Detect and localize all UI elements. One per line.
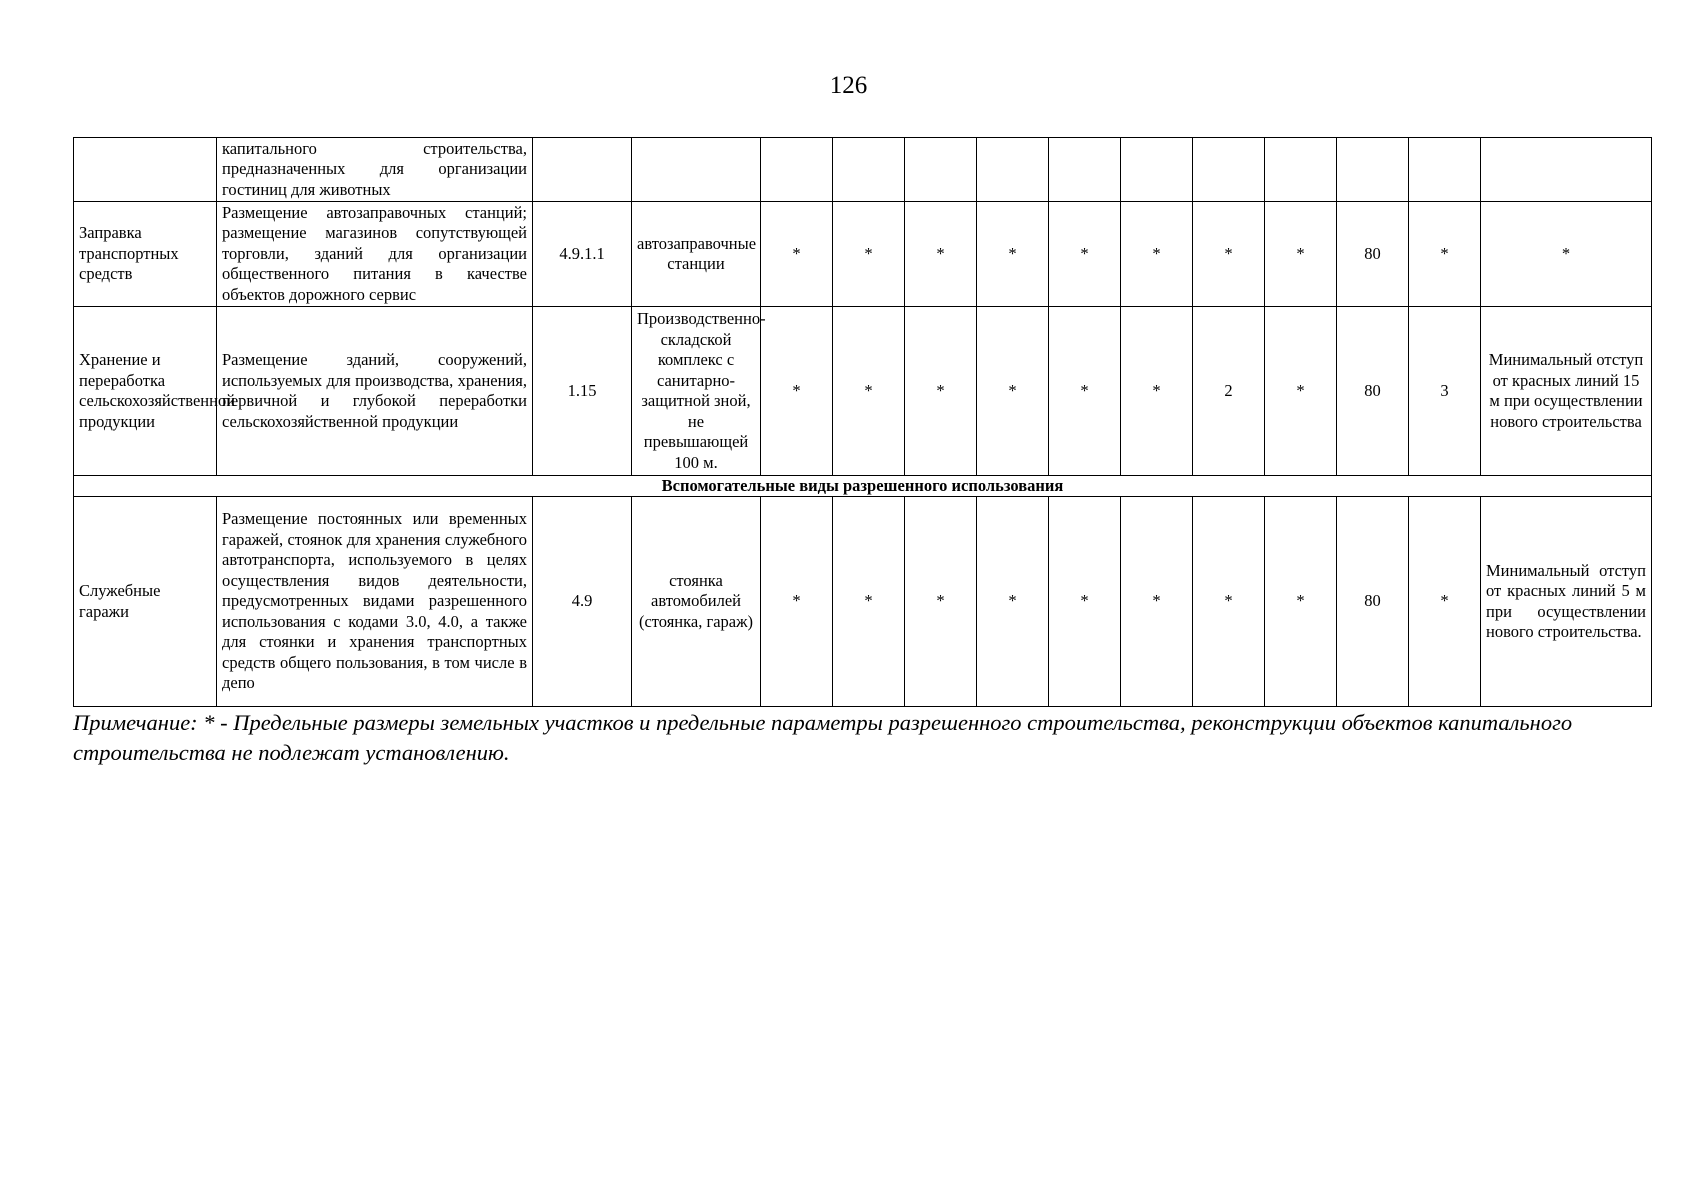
param-cell: * <box>1193 497 1265 707</box>
param-cell: * <box>761 497 833 707</box>
param-cell: 80 <box>1337 307 1409 476</box>
param-cell: * <box>1409 497 1481 707</box>
use-type-description: Размещение зданий, сооружений, используемых для производства, хранения, первичной и глубокой переработки сельскохозяйственной продукции <box>217 307 533 476</box>
param-cell: 2 <box>1193 307 1265 476</box>
section-title: Вспомогательные виды разрешенного использования <box>74 476 1652 497</box>
param-cell: 80 <box>1337 202 1409 307</box>
param-cell: * <box>1121 202 1193 307</box>
param-cell: * <box>1265 497 1337 707</box>
table-row <box>74 202 1652 307</box>
table-row <box>74 307 1652 476</box>
param-cell: * <box>905 307 977 476</box>
param-cell <box>1409 138 1481 202</box>
use-type-description: Размещение постоянных или временных гаражей, стоянок для хранения служебного автотранспорта, используемого в целях осуществления видов деятельности, предусмотренных видами разрешенного использования с кодами 3.0, 4.0, а также для стоянки и хранения транспортных средств общего пользования, в том числе в депо <box>217 497 533 707</box>
note-cell: * <box>1481 202 1652 307</box>
use-type-name: Заправка транспортных средств <box>74 202 217 307</box>
param-cell: * <box>1121 497 1193 707</box>
object-type: автозаправочные станции <box>632 202 761 307</box>
param-cell <box>1265 138 1337 202</box>
param-cell: * <box>1049 202 1121 307</box>
param-cell: * <box>977 497 1049 707</box>
use-type-description: Размещение автозаправочных станций; размещение магазинов сопутствующей торговли, зданий для организации общественного питания в качестве объектов дорожного сервис <box>217 202 533 307</box>
object-type: стоянка автомобилей (стоянка, гараж) <box>632 497 761 707</box>
param-cell <box>833 138 905 202</box>
param-cell: * <box>1121 307 1193 476</box>
table-row <box>74 138 1652 202</box>
param-cell: * <box>833 497 905 707</box>
use-type-name: Хранение и переработка сельскохозяйственной продукции <box>74 307 217 476</box>
use-type-code: 4.9 <box>533 497 632 707</box>
use-type-name <box>74 138 217 202</box>
param-cell: 80 <box>1337 497 1409 707</box>
table-row <box>74 497 1652 707</box>
param-cell <box>977 138 1049 202</box>
note-cell: Минимальный отступ от красных линий 5 м при осуществлении нового строительства. <box>1481 497 1652 707</box>
param-cell: * <box>1049 497 1121 707</box>
object-type: Производственно-складской комплекс с санитарно-защитной зной, не превышающей 100 м. <box>632 307 761 476</box>
param-cell: * <box>1265 307 1337 476</box>
param-cell: * <box>761 307 833 476</box>
param-cell: * <box>1049 307 1121 476</box>
param-cell: * <box>1409 202 1481 307</box>
param-cell <box>1193 138 1265 202</box>
param-cell: * <box>1265 202 1337 307</box>
param-cell: * <box>761 202 833 307</box>
param-cell: * <box>833 307 905 476</box>
param-cell <box>1121 138 1193 202</box>
object-type <box>632 138 761 202</box>
note-cell <box>1481 138 1652 202</box>
page-number: 126 <box>829 72 868 99</box>
land-use-table <box>73 137 1652 707</box>
footnote: Примечание: * - Предельные размеры земельных участков и предельные параметры разрешенного строительства, реконструкции объектов капитального строительства не подлежат установлению. <box>73 710 1573 765</box>
param-cell <box>1049 138 1121 202</box>
param-cell <box>761 138 833 202</box>
param-cell: * <box>905 497 977 707</box>
note-cell: Минимальный отступ от красных линий 15 м при осуществлении нового строительства <box>1481 307 1652 476</box>
param-cell: * <box>977 202 1049 307</box>
param-cell <box>1337 138 1409 202</box>
use-type-description: капитального строительства, предназначенных для организации гостиниц для животных <box>217 138 533 202</box>
use-type-name: Служебные гаражи <box>74 497 217 707</box>
param-cell: * <box>1193 202 1265 307</box>
param-cell <box>905 138 977 202</box>
use-type-code: 1.15 <box>533 307 632 476</box>
param-cell: * <box>977 307 1049 476</box>
use-type-code: 4.9.1.1 <box>533 202 632 307</box>
use-type-code <box>533 138 632 202</box>
param-cell: 3 <box>1409 307 1481 476</box>
section-header-row <box>74 476 1652 497</box>
param-cell: * <box>905 202 977 307</box>
param-cell: * <box>833 202 905 307</box>
